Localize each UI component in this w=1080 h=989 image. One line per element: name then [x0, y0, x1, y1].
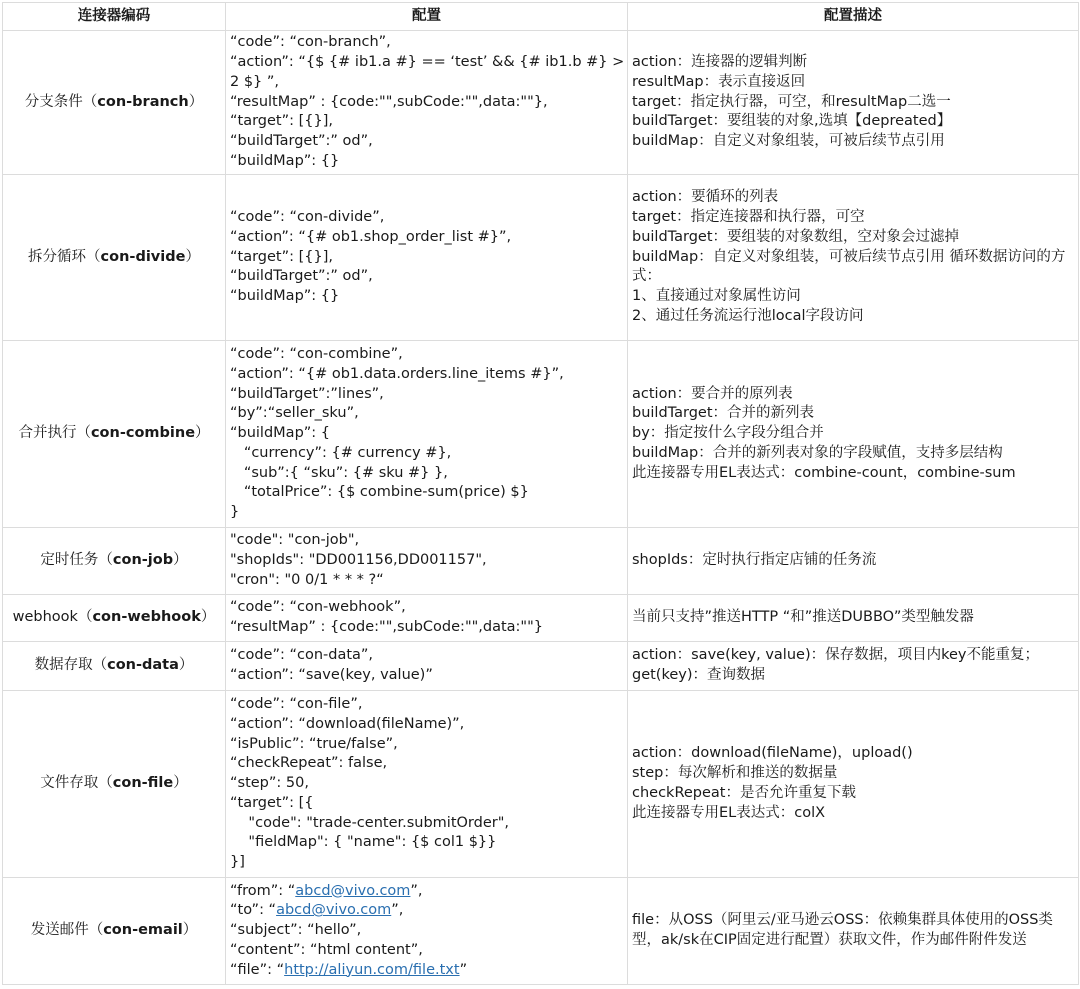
desc-line: step：每次解析和推送的数据量	[632, 765, 838, 782]
paren-close: ）	[182, 922, 198, 939]
paren-close: ）	[188, 93, 204, 110]
config-line	[230, 715, 623, 735]
desc-line: by：指定按什么字段分组合并	[632, 425, 824, 442]
config-cell	[226, 528, 628, 595]
connector-name: webhook	[12, 609, 78, 626]
desc-line: buildMap：自定义对象组装，可被后续节点引用	[632, 133, 945, 150]
config-line	[230, 618, 623, 638]
connector-code: con-job	[112, 552, 174, 569]
config-line	[230, 152, 623, 172]
desc-line: buildTarget：要组装的对象,选填【depreated】	[632, 113, 952, 130]
config-desc-cell	[628, 691, 1079, 878]
desc-line: target：指定执行器，可空，和resultMap二选一	[632, 93, 951, 110]
header-connector-code: 连接器编码	[3, 3, 226, 31]
paren-close: ）	[173, 552, 188, 569]
config-line	[230, 33, 623, 53]
config-text: “totalPrice”: {$ combine-sum(price) $}	[230, 484, 529, 501]
connector-name: 分支条件	[24, 93, 83, 110]
desc-line: resultMap：表示直接返回	[632, 73, 806, 90]
header-config-desc: 配置描述	[628, 3, 1079, 31]
config-line	[230, 666, 623, 686]
config-line	[230, 385, 623, 405]
config-text: “isPublic”: “true/false”,	[230, 735, 398, 752]
connector-name: 发送邮件	[30, 922, 89, 939]
connector-name: 定时任务	[40, 552, 99, 569]
config-line	[230, 287, 623, 307]
config-text: ”,	[410, 882, 423, 899]
config-desc-cell	[628, 341, 1079, 528]
connector-name-cell	[3, 341, 226, 528]
config-text: “buildTarget”:”lines”,	[230, 385, 384, 402]
table-row	[3, 642, 1079, 691]
config-line	[230, 93, 623, 113]
desc-line: action：要循环的列表	[632, 189, 779, 206]
config-link[interactable]: abcd@vivo.com	[276, 902, 392, 919]
config-text: “code”: “con-file”,	[230, 695, 363, 712]
table-row	[3, 31, 1079, 175]
desc-line: action：download(fileName)，upload()	[632, 745, 913, 762]
config-text: “action”: “{# ob1.data.orders.line_items #}”,	[230, 365, 564, 382]
config-text: "cron": "0 0/1 * * * ?“	[230, 571, 384, 588]
connector-code: con-divide	[100, 248, 186, 265]
config-link[interactable]: abcd@vivo.com	[295, 882, 411, 899]
config-desc-cell	[628, 528, 1079, 595]
config-text: “subject”: “hello”,	[230, 922, 362, 939]
header-config: 配置	[226, 3, 628, 31]
config-desc-cell	[628, 175, 1079, 341]
desc-line: 1、直接通过对象属性访问	[632, 288, 801, 305]
config-text: “target”: [{}],	[230, 248, 333, 265]
connector-name-cell	[3, 878, 226, 985]
desc-line: checkRepeat：是否允许重复下载	[632, 785, 856, 801]
paren-open: （	[88, 922, 104, 939]
desc-line: action：连接器的逻辑判断	[632, 54, 808, 70]
config-line	[230, 483, 623, 503]
connector-name-cell	[3, 691, 226, 878]
config-desc-cell	[628, 595, 1079, 642]
config-line	[230, 961, 623, 981]
connector-name-cell	[3, 528, 226, 595]
paren-open: （	[77, 609, 93, 626]
table-row	[3, 691, 1079, 878]
desc-line: 此连接器专用EL表达式：colX	[632, 804, 826, 821]
config-text: ”	[459, 961, 468, 978]
connector-name: 文件存取	[40, 775, 99, 792]
connector-name-cell	[3, 31, 226, 175]
paren-close: ）	[200, 609, 216, 626]
connector-code: con-file	[112, 775, 174, 792]
connector-name: 数据存取	[34, 657, 93, 674]
connector-code: con-email	[103, 922, 183, 939]
config-line	[230, 754, 623, 774]
connector-code: con-data	[107, 657, 179, 674]
desc-line: 此连接器专用EL表达式：combine-count，combine-sum	[632, 464, 1016, 481]
config-line	[230, 735, 623, 755]
config-line	[230, 228, 623, 248]
config-text: "code": "trade-center.submitOrder",	[230, 814, 509, 831]
desc-line: buildMap：自定义对象组装，可被后续节点引用 循环数据访问的方式：	[632, 248, 1066, 285]
desc-line: 当前只支持”推送HTTP “和”推送DUBBO”类型触发器	[632, 609, 974, 626]
config-cell	[226, 341, 628, 528]
config-text: “by”:“seller_sku”,	[230, 405, 359, 422]
table-row	[3, 175, 1079, 341]
connector-name: 合并执行	[18, 425, 77, 442]
config-text: “code”: “con-combine”,	[230, 345, 403, 362]
desc-line: target：指定连接器和执行器，可空	[632, 209, 865, 225]
config-line	[230, 853, 623, 873]
config-line	[230, 248, 623, 268]
config-text: “action”: “download(fileName)”,	[230, 715, 465, 732]
config-text: “code”: “con-divide”,	[230, 209, 385, 225]
config-text: “content”: “html content”,	[230, 941, 423, 958]
config-text: “code”: “con-webhook”,	[230, 599, 406, 616]
config-text: “file”: “	[230, 961, 285, 978]
config-line	[230, 921, 623, 941]
config-line	[230, 551, 623, 571]
config-cell	[226, 691, 628, 878]
table-row	[3, 528, 1079, 595]
config-text: “checkRepeat”: false,	[230, 755, 388, 772]
desc-line: action：save(key, value)：保存数据，项目内key不能重复；get(key)：查询数据	[632, 647, 1039, 683]
config-line	[230, 404, 623, 424]
config-text: “target”: [{}],	[230, 113, 333, 130]
config-line	[230, 941, 623, 961]
config-text: “action”: “save(key, value)”	[230, 667, 433, 683]
config-text: “from”: “	[230, 882, 296, 899]
desc-line: buildTarget：要组装的对象数组，空对象会过滤掉	[632, 228, 960, 245]
config-line	[230, 53, 623, 73]
connector-name-cell	[3, 642, 226, 691]
config-text: “buildTarget”:” od”,	[230, 133, 373, 150]
table-row	[3, 341, 1079, 528]
config-cell	[226, 595, 628, 642]
config-line	[230, 112, 623, 132]
config-text: “resultMap” : {code:"",subCode:"",data:""},	[230, 93, 548, 110]
table-row	[3, 595, 1079, 642]
paren-open: （	[82, 93, 98, 110]
config-line	[230, 901, 623, 921]
config-line	[230, 571, 623, 591]
paren-open: （	[98, 775, 113, 792]
paren-close: ）	[173, 775, 188, 792]
paren-close: ）	[178, 657, 194, 674]
config-line	[230, 444, 623, 464]
paren-open: （	[86, 248, 101, 265]
desc-line: shopIds：定时执行指定店铺的任务流	[632, 552, 877, 569]
connector-name-cell	[3, 175, 226, 341]
config-line	[230, 365, 623, 385]
config-text: “step”: 50,	[230, 775, 309, 792]
config-line	[230, 882, 623, 902]
config-line	[230, 464, 623, 484]
desc-line: file：从OSS（阿里云/亚马逊云OSS：依赖集群具体使用的OSS类型，ak/sk在CIP固定进行配置）获取文件，作为邮件附件发送	[632, 912, 1053, 948]
config-text: “to”: “	[230, 902, 277, 919]
config-line	[230, 814, 623, 834]
config-line	[230, 646, 623, 666]
config-line	[230, 267, 623, 287]
config-line	[230, 774, 623, 794]
config-text: “code”: “con-branch”,	[230, 34, 391, 51]
config-text: "fieldMap": { "name": {$ col1 $}}	[230, 834, 497, 851]
config-cell	[226, 878, 628, 985]
config-line	[230, 598, 623, 618]
config-text: "shopIds": "DD001156,DD001157",	[230, 552, 487, 569]
config-text: “sub”:{ “sku”: {# sku #} },	[230, 464, 448, 481]
paren-close: ）	[195, 425, 210, 442]
config-text: “buildMap”: {}	[230, 288, 340, 305]
config-text: ”,	[391, 902, 404, 919]
config-line	[230, 794, 623, 814]
config-desc-cell	[628, 642, 1079, 691]
table-row	[3, 878, 1079, 985]
config-line	[230, 695, 623, 715]
config-line	[230, 833, 623, 853]
connector-name-cell	[3, 595, 226, 642]
desc-line: 2、通过任务流运行池local字段访问	[632, 307, 864, 324]
config-desc-cell	[628, 878, 1079, 985]
config-link[interactable]: http://aliyun.com/file.txt	[284, 961, 460, 978]
connector-name: 拆分循环	[28, 248, 87, 265]
config-line	[230, 345, 623, 365]
config-line	[230, 531, 623, 551]
config-text: “action”: “{$ {# ib1.a #} == ‘test’ && {# ib1.b #} >	[230, 54, 625, 70]
desc-line: action：要合并的原列表	[632, 385, 793, 402]
config-line	[230, 424, 623, 444]
paren-open: （	[98, 552, 113, 569]
connector-code: con-branch	[97, 93, 189, 110]
config-line	[230, 208, 623, 228]
config-text: 2 $} ”,	[230, 73, 280, 90]
connector-table	[2, 2, 1079, 985]
connector-code: con-combine	[90, 425, 196, 442]
config-text: “buildMap”: {}	[230, 152, 340, 169]
config-text: “currency”: {# currency #},	[230, 444, 452, 461]
config-text: }	[230, 504, 240, 521]
paren-open: （	[76, 425, 91, 442]
config-cell	[226, 642, 628, 691]
config-desc-cell	[628, 31, 1079, 175]
config-text: "code": "con-job",	[230, 532, 360, 549]
config-text: “action”: “{# ob1.shop_order_list #}”,	[230, 228, 512, 245]
config-text: “target”: [{	[230, 794, 314, 811]
config-line	[230, 73, 623, 93]
paren-close: ）	[185, 248, 200, 265]
paren-open: （	[92, 657, 108, 674]
config-text: }]	[230, 854, 245, 871]
config-text: “resultMap” : {code:"",subCode:"",data:""}	[230, 619, 543, 635]
connector-code: con-webhook	[92, 609, 201, 626]
table-header-row	[3, 3, 1079, 31]
desc-line: buildMap：合并的新列表对象的字段赋值，支持多层结构	[632, 444, 1003, 461]
config-line	[230, 503, 623, 523]
desc-line: buildTarget：合并的新列表	[632, 405, 815, 422]
config-text: “code”: “con-data”,	[230, 647, 374, 664]
config-line	[230, 132, 623, 152]
config-cell	[226, 31, 628, 175]
config-text: “buildMap”: {	[230, 425, 330, 442]
config-text: “buildTarget”:” od”,	[230, 268, 373, 285]
config-cell	[226, 175, 628, 341]
